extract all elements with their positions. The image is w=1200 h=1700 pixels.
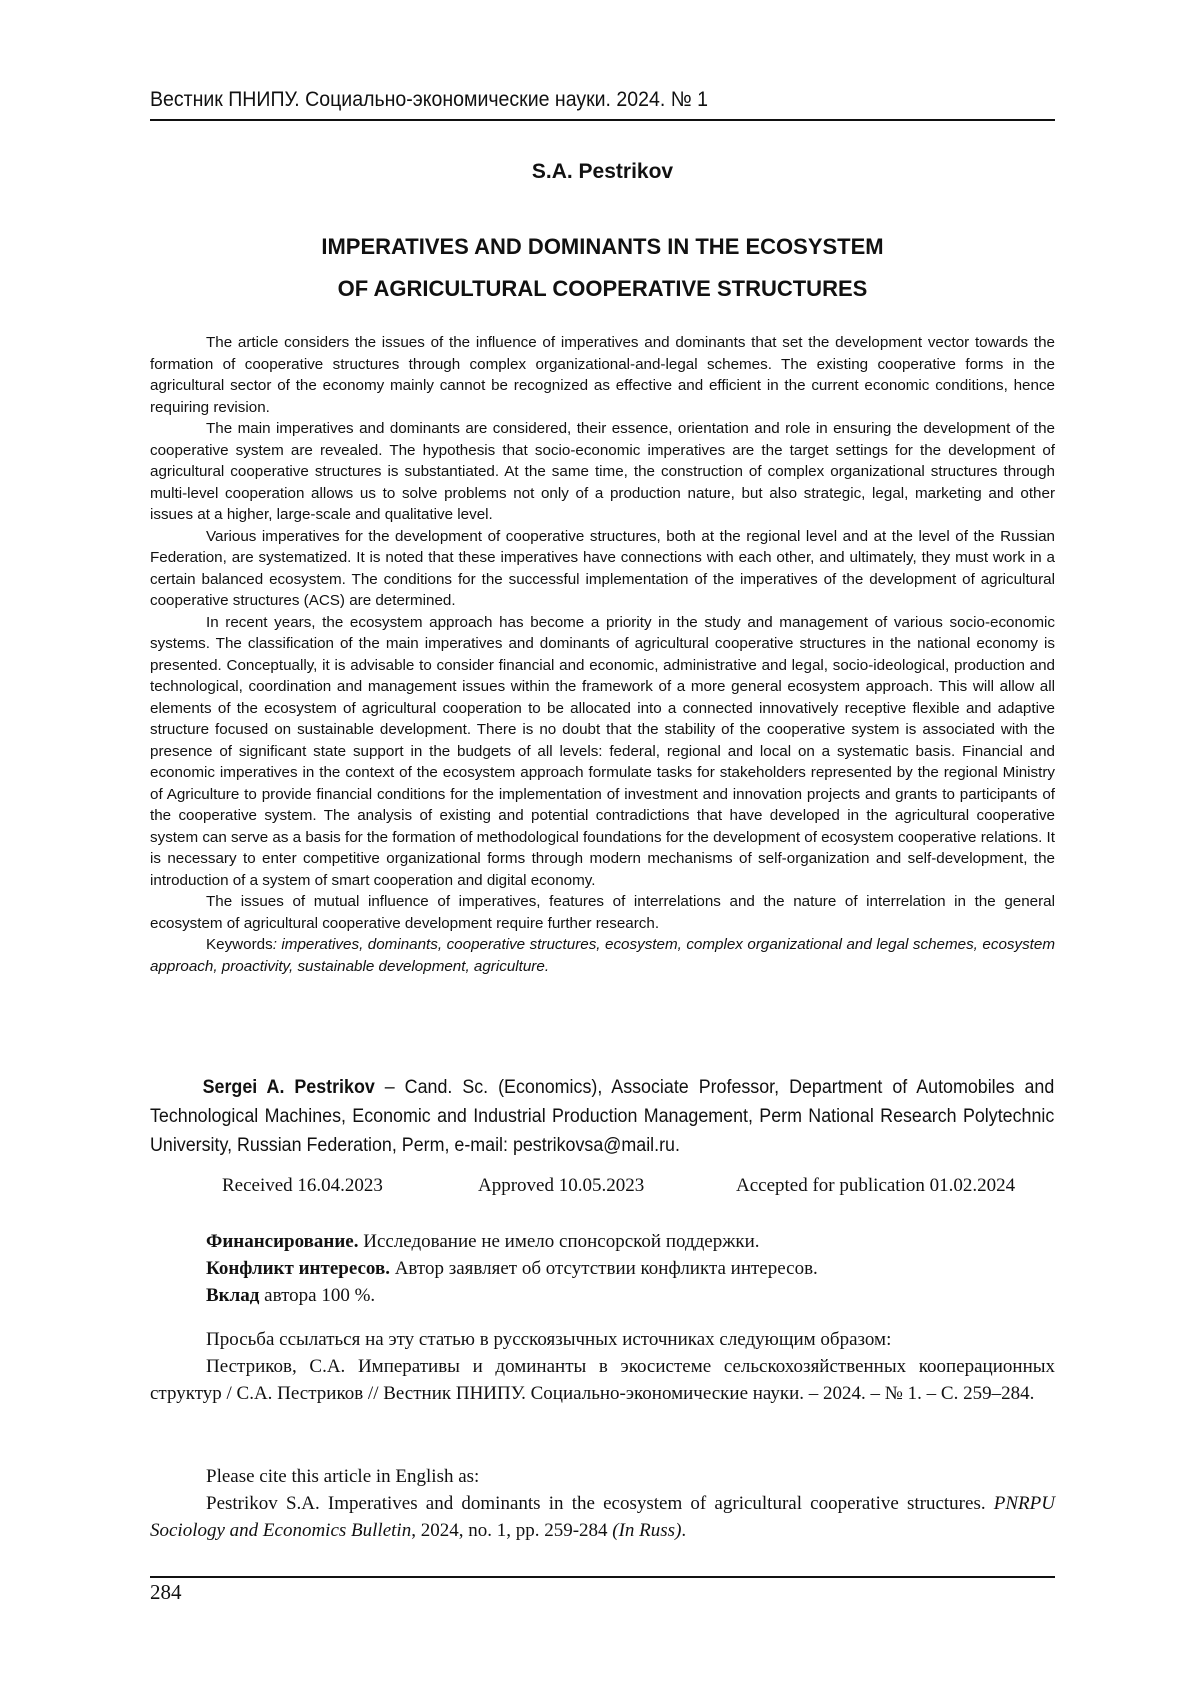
citation-russian-text: Пестриков, С.А. Императивы и доминанты в экосистеме сельскохозяйственных кооперационных структур / С.А. Пестриков // Вестник ПНИПУ. Социально-экономические науки. – 2024. – № 1. – С. 259–284. [150,1353,1055,1407]
keywords [150,934,1055,977]
citation-english-start: Pestrikov S.A. Imperatives and dominants in the ecosystem of agricultural cooperative structures. [206,1493,994,1514]
article-title [150,226,1055,310]
citation-english-end: . [681,1520,686,1541]
citation-english-text [150,1490,1055,1544]
footer-divider [150,1576,1055,1578]
abstract-paragraph: The article considers the issues of the influence of imperatives and dominants that set the development vector towards the formation of cooperative structures through complex organizational-and-legal schemes. The existing cooperative forms in the agricultural sector of the economy mainly cannot be recognized as effective and efficient in the current economic conditions, hence requiring revision. [150,332,1055,418]
article-title-line-1: IMPERATIVES AND DOMINANTS IN THE ECOSYSTEM [321,234,883,259]
abstract-paragraph: Various imperatives for the development of cooperative structures, both at the regional level and at the level of the Russian Federation, are systematized. It is noted that these imperatives have connections with each other, and ultimately, they must work in a certain balanced ecosystem. The conditions for the successful implementation of the imperatives of the development of agricultural cooperative structures (ACS) are determined. [150,526,1055,612]
funding-block [206,1228,1066,1309]
contribution-line [206,1282,1066,1309]
author-info-details: – Cand. Sc. (Economics), Associate Professor, Department of Automobiles and Technological Machines, Economic and Industrial Production Management, Perm National Research Polytechnic University, Russian Federation, Perm, e-mail: pestrikovsa@mail.ru. [150,1077,1054,1156]
citation-russian-intro: Просьба ссылаться на эту статью в русскоязычных источниках следующим образом: [150,1326,1055,1353]
funding-line [206,1228,1066,1255]
citation-english-lang: (In Russ) [612,1520,681,1541]
article-author: S.A. Pestrikov [150,160,1055,184]
author-info [150,1073,1054,1160]
keywords-text: : imperatives, dominants, cooperative structures, ecosystem, complex organizational and legal schemes, ecosystem approach, proactivity, sustainable development, agriculture. [150,936,1055,975]
funding-label: Финансирование. [206,1231,358,1252]
citation-russian [150,1326,1055,1407]
citation-english [150,1463,1055,1544]
page-number: 284 [150,1580,182,1605]
citation-english-journal: PNRPU Sociology and Economics Bulletin [150,1493,1055,1541]
running-head: Вестник ПНИПУ. Социально-экономические науки. 2024. № 1 [150,88,987,112]
header-divider [150,119,1055,121]
contribution-text: автора 100 %. [259,1285,375,1306]
date-accepted: Accepted for publication 01.02.2024 [736,1175,1015,1197]
article-title-line-2: OF AGRICULTURAL COOPERATIVE STRUCTURES [338,276,868,301]
citation-english-mid: , 2024, no. 1, pp. 259-284 [411,1520,612,1541]
journal-page [0,0,1200,1700]
citation-english-intro: Please cite this article in English as: [150,1463,1055,1490]
keywords-label: Keywords [206,936,273,953]
contribution-label: Вклад [206,1285,259,1306]
abstract-paragraph: In recent years, the ecosystem approach has become a priority in the study and management of various socio-economic systems. The classification of the main imperatives and dominants of agricultural cooperative structures in the national economy is presented. Conceptually, it is advisable to consider financial and economic, administrative and legal, socio-ideological, production and technological, coordination and management issues within the framework of a more general ecosystem approach. This will allow all elements of the ecosystem of agricultural cooperation to be allocated into a connected innovatively receptive flexible and adaptive structure focused on sustainable development. There is no doubt that the stability of the cooperative system is associated with the presence of significant state support in the budgets of all levels: federal, regional and local on a systematic basis. Financial and economic imperatives in the context of the ecosystem approach formulate tasks for stakeholders represented by the regional Ministry of Agriculture to provide financial conditions for the implementation of investment and innovation projects and grants to participants of the cooperative system. The analysis of existing and potential contradictions that have developed in the agricultural cooperative system can serve as a basis for the formation of methodological foundations for the development of ecosystem cooperative relations. It is necessary to enter competitive organizational forms through modern mechanisms of self-organization and self-development, the introduction of a system of smart cooperation and digital economy. [150,612,1055,892]
date-received: Received 16.04.2023 [222,1175,383,1197]
date-approved: Approved 10.05.2023 [478,1175,644,1197]
abstract [150,332,1055,977]
funding-text: Исследование не имело спонсорской поддержки. [358,1231,759,1252]
conflict-label: Конфликт интересов. [206,1258,390,1279]
conflict-line [206,1255,1066,1282]
author-info-name: Sergei A. Pestrikov [203,1077,375,1098]
abstract-paragraph: The issues of mutual influence of imperatives, features of interrelations and the nature of interrelation in the general ecosystem of agricultural cooperative development require further research. [150,891,1055,934]
conflict-text: Автор заявляет об отсутствии конфликта интересов. [390,1258,818,1279]
abstract-paragraph: The main imperatives and dominants are considered, their essence, orientation and role in ensuring the development of the cooperative system are revealed. The hypothesis that socio-economic imperatives are the target settings for the development of agricultural cooperative structures is substantiated. At the same time, the construction of complex organizational structures through multi-level cooperation allows us to solve problems not only of a production nature, but also strategic, legal, marketing and other issues at a higher, large-scale and qualitative level. [150,418,1055,526]
